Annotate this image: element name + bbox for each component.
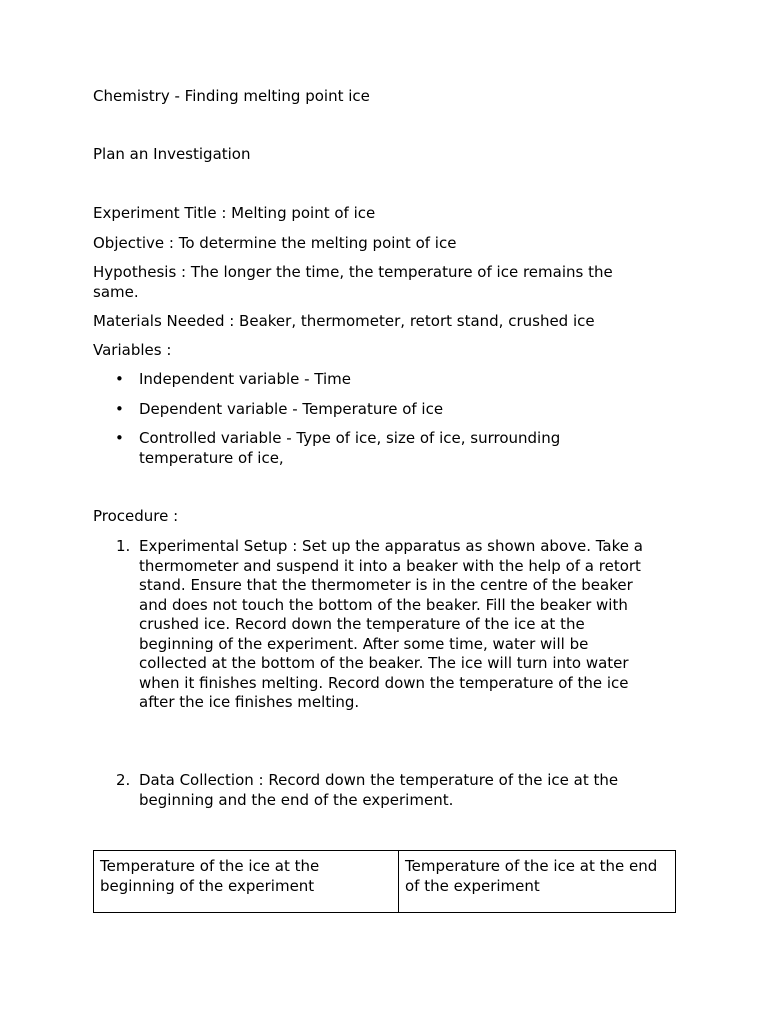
section-title: Plan an Investigation [93, 145, 251, 163]
list-item [93, 370, 653, 390]
variable-controlled: Controlled variable - Type of ice, size of ice, surrounding temperature of ice, [139, 429, 561, 467]
variables-list [93, 370, 653, 478]
list-item [93, 429, 653, 468]
table-header-end-temperature: Temperature of the ice at the end of the experiment [399, 851, 676, 913]
step-number: 2. [116, 771, 131, 789]
objective-text: Objective : To determine the melting point of ice [93, 234, 457, 252]
procedure-label: Procedure : [93, 507, 179, 525]
hypothesis-text: Hypothesis : The longer the time, the temperature of ice remains the same. [93, 263, 613, 301]
list-item [93, 400, 653, 420]
data-collection-table [93, 850, 676, 913]
procedure-step-1 [93, 537, 653, 713]
step-text: Data Collection : Record down the temperature of the ice at the beginning and the end of the experiment. [139, 771, 619, 809]
step-number: 1. [116, 537, 131, 555]
document-title: Chemistry - Finding melting point ice [93, 87, 370, 105]
table-header-beginning-temperature: Temperature of the ice at the beginning of the experiment [94, 851, 399, 913]
procedure-step-2 [93, 771, 653, 810]
bullet-icon: • [115, 399, 124, 418]
bullet-icon: • [115, 429, 124, 447]
variable-independent: Independent variable - Time [139, 370, 352, 388]
experiment-title: Experiment Title : Melting point of ice [93, 204, 376, 222]
materials-text: Materials Needed : Beaker, thermometer, retort stand, crushed ice [93, 312, 595, 330]
step-text: Experimental Setup : Set up the apparatus as shown above. Take a thermometer and suspend it into a beaker with the help of a retort stand. Ensure that the thermometer is in the centre of the beaker and does not touch the bottom of the beaker. Fill the beaker with crushed ice. Record down the temperature of the ice at the beginning of the experiment. After some time, water will be collected at the bottom of the beaker. The ice will turn into water when it finishes melting. Record down the temperature of the ice after the ice finishes melting. [139, 537, 643, 711]
variables-label: Variables : [93, 341, 172, 359]
variable-dependent: Dependent variable - Temperature of ice [139, 399, 444, 418]
bullet-icon: • [115, 370, 124, 388]
table-row [94, 851, 676, 913]
